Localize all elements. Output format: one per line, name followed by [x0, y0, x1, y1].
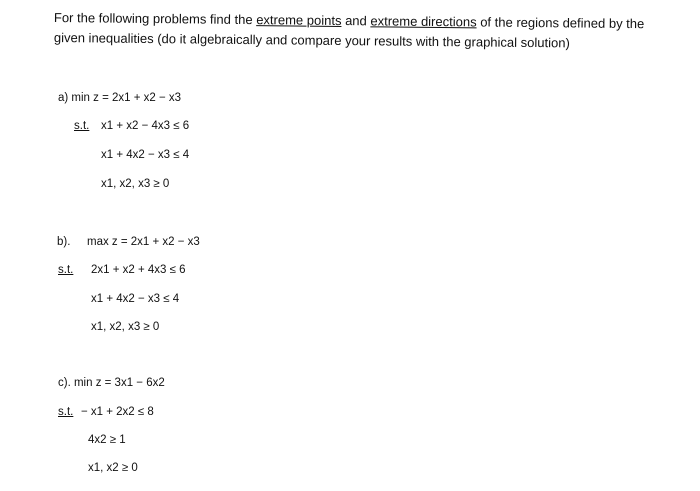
intro-text-2: and	[341, 13, 371, 29]
problem-c-constraint-3: x1, x2 ≥ 0	[88, 462, 138, 474]
intro-line-2: given inequalities (do it algebraically and compare your results with the graphical solution)	[53, 30, 570, 51]
problem-c-constraint-1: − x1 + 2x2 ≤ 8	[81, 406, 154, 418]
intro-extreme-directions: extreme directions	[370, 13, 477, 30]
intro-extreme-points: extreme points	[256, 12, 342, 29]
problem-b-label: b).	[57, 236, 71, 248]
problem-a-constraint-1: x1 + x2 − 4x3 ≤ 6	[101, 120, 190, 132]
intro-text-3: of the regions defined by the	[476, 14, 645, 32]
intro-text-1: For the following problems find the	[53, 10, 257, 28]
problem-b-constraint-1: 2x1 + x2 + 4x3 ≤ 6	[91, 264, 186, 276]
problem-b-constraint-2: x1 + 4x2 − x3 ≤ 4	[91, 293, 180, 305]
problem-c-constraint-2: 4x2 ≥ 1	[88, 434, 126, 446]
intro-line-1	[54, 10, 645, 31]
problem-b-objective: max z = 2x1 + x2 − x3	[87, 236, 200, 248]
problem-b-constraint-3: x1, x2, x3 ≥ 0	[91, 321, 160, 333]
problem-a-constraint-2: x1 + 4x2 − x3 ≤ 4	[101, 149, 190, 161]
problem-a-st: s.t.	[74, 120, 90, 132]
problem-c-st: s.t.	[58, 406, 74, 418]
problem-c-objective: c). min z = 3x1 − 6x2	[58, 377, 165, 389]
problem-a-constraint-3: x1, x2, x3 ≥ 0	[101, 178, 170, 190]
problem-a-objective: a) min z = 2x1 + x2 − x3	[58, 92, 182, 104]
problem-b-st: s.t.	[58, 264, 74, 276]
